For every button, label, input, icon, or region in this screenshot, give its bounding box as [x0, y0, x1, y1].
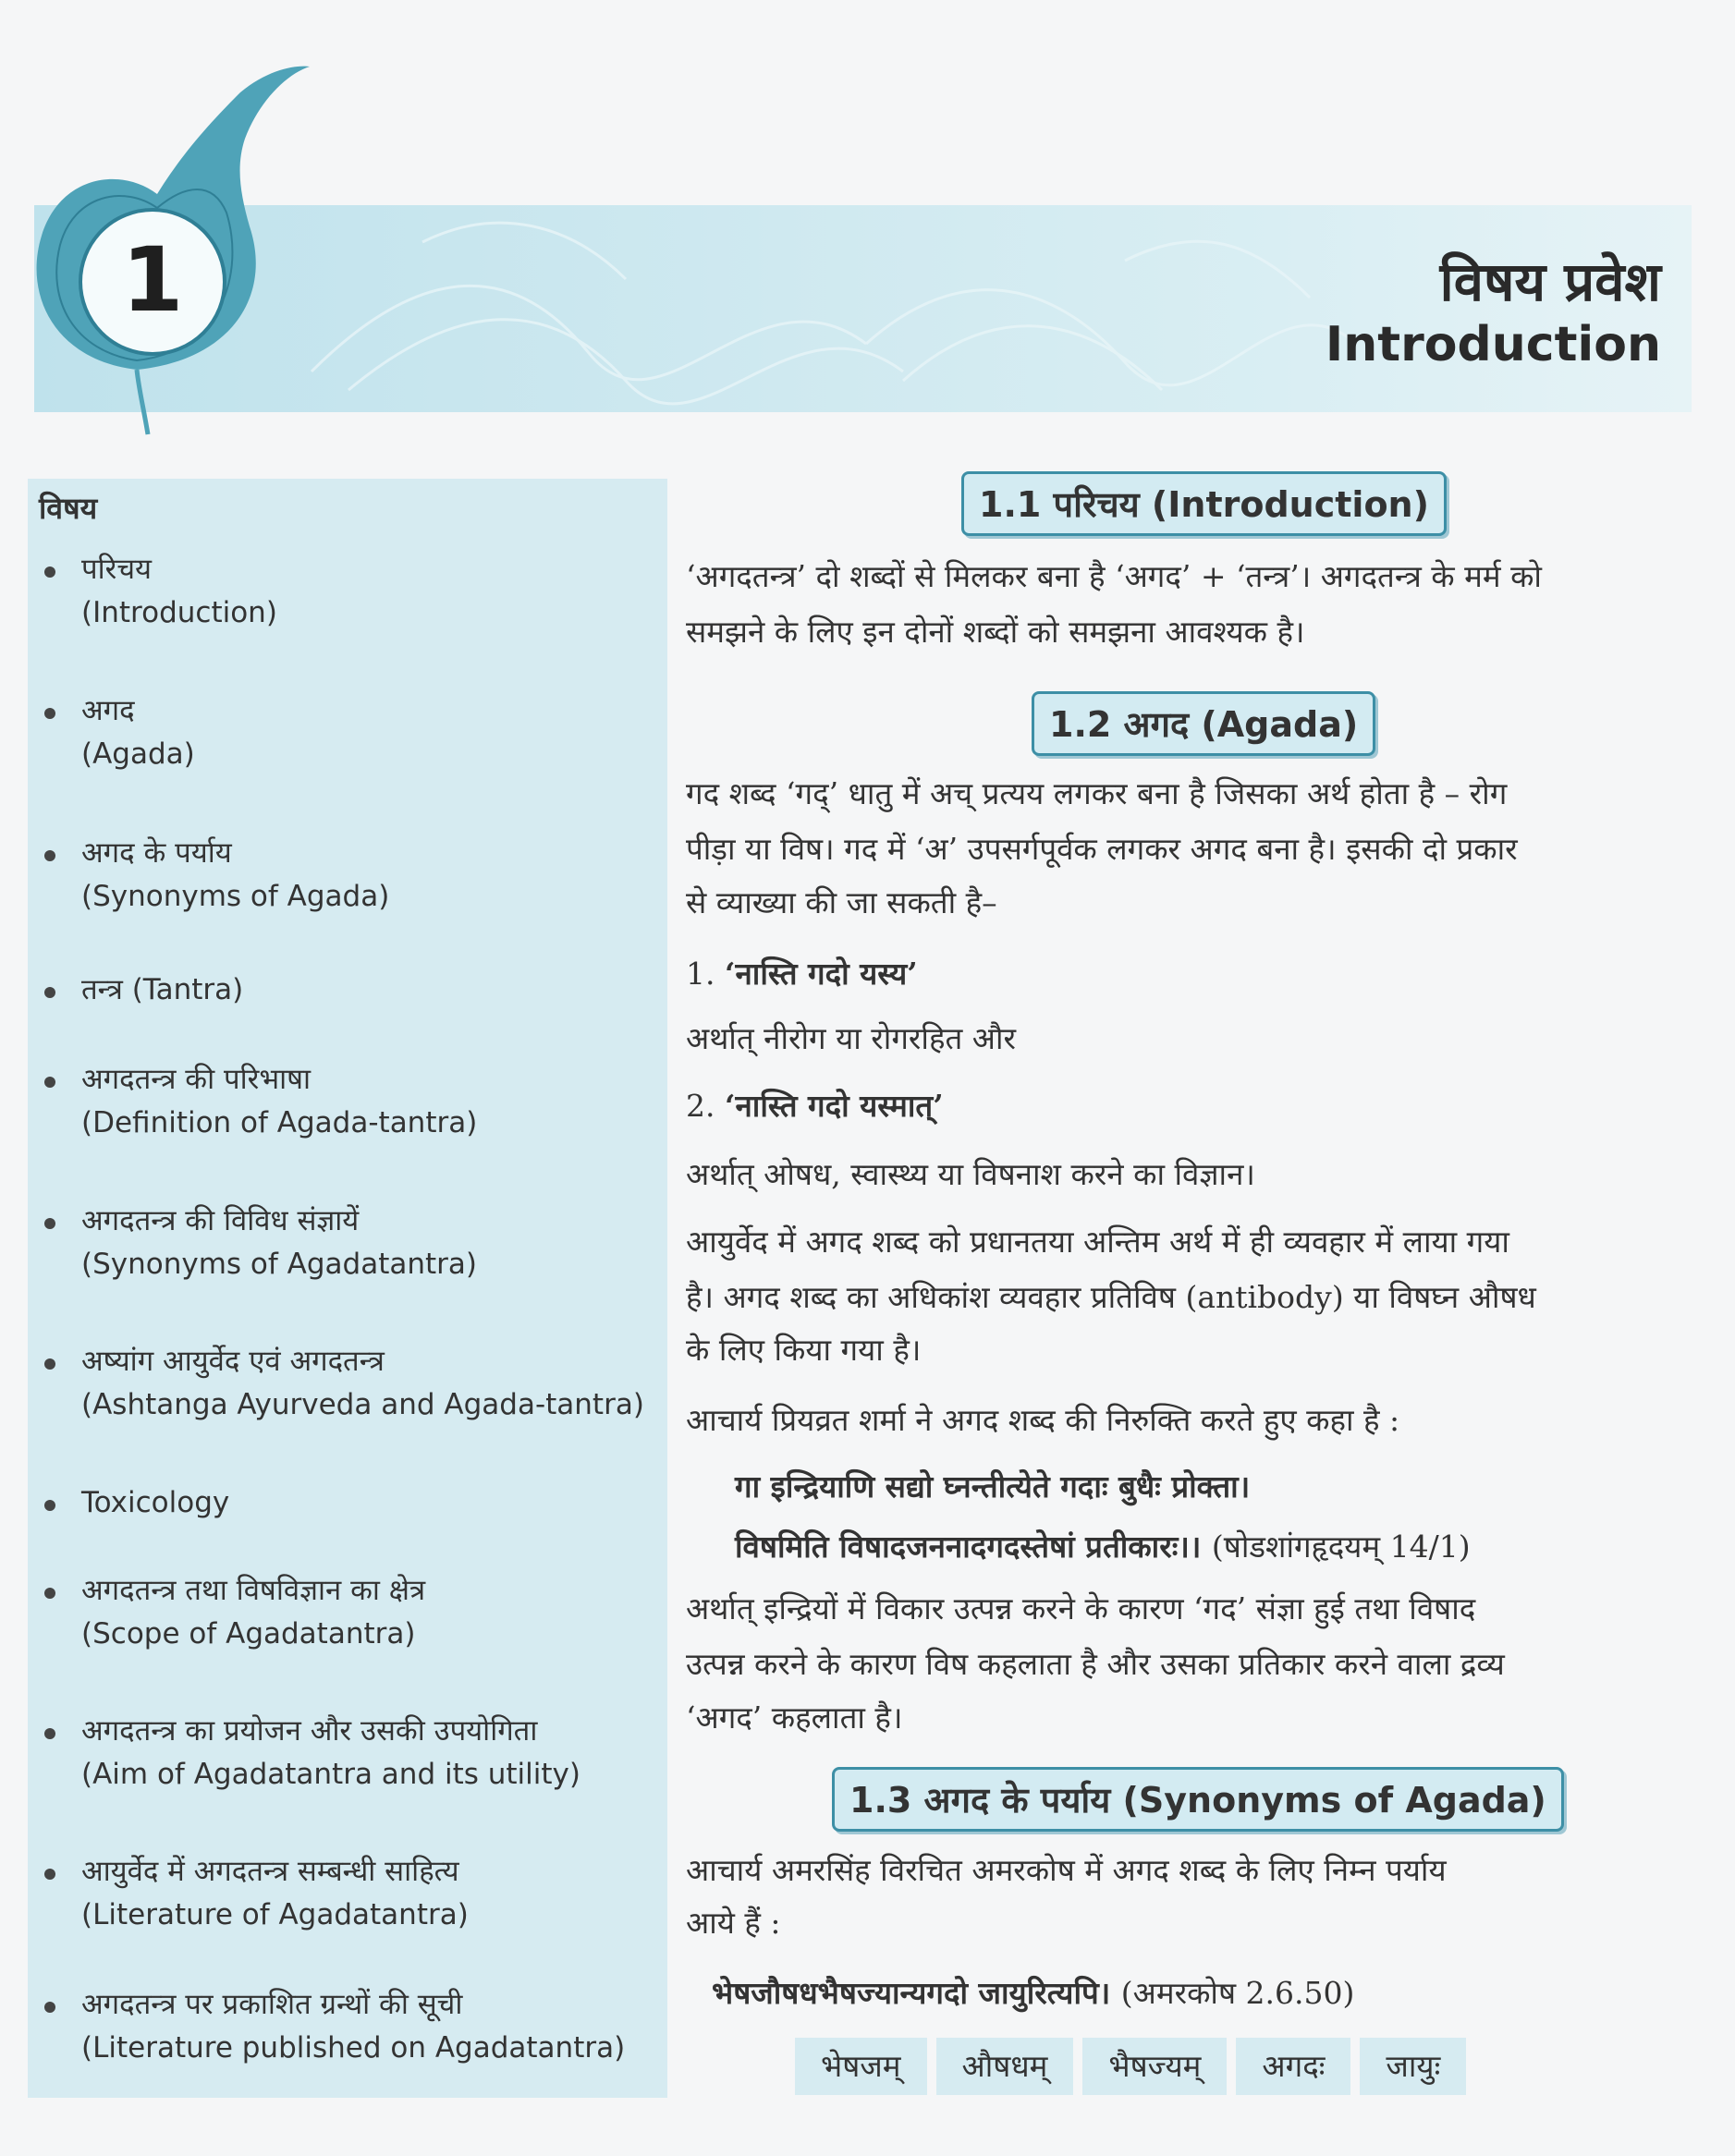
chapter-number: 1 [121, 228, 184, 332]
shloka-line: भेषजौषधभैषज्यान्यगदो जायुरित्यपि। (अमरकोष 2.6.50) [712, 1975, 1355, 2011]
bullet-icon [44, 987, 55, 998]
section-heading-1-3: 1.3 अगद के पर्याय (Synonyms of Agada) [832, 1767, 1564, 1832]
paragraph-line: आचार्य प्रियव्रत शर्मा ने अगद शब्द की निरुक्ति करते हुए कहा है : [686, 1402, 1400, 1438]
synonym-cell: भेषजम् [795, 2038, 927, 2095]
paragraph-line: के लिए किया गया है। [686, 1332, 922, 1368]
bullet-icon [44, 1218, 55, 1229]
paragraph-line: अर्थात् नीरोग या रोगरहित और [686, 1020, 1017, 1056]
paragraph-line: ‘अगद’ कहलाता है। [686, 1699, 903, 1736]
sidebar-item: परिचय (Introduction) [44, 548, 277, 635]
bullet-icon [44, 1500, 55, 1511]
contents-sidebar [28, 479, 667, 2098]
bullet-icon [44, 1588, 55, 1599]
numbered-item: 2. ‘नास्ति गदो यस्मात्’ [686, 1088, 944, 1124]
sidebar-item: अगद के पर्याय (Synonyms of Agada) [44, 832, 389, 919]
sidebar-item: अगदतन्त्र की परिभाषा (Definition of Agada-tantra) [44, 1058, 477, 1145]
bullet-icon [44, 566, 55, 578]
section-heading-1-1: 1.1 परिचय (Introduction) [961, 471, 1447, 536]
sidebar-item: आयुर्वेद में अगदतन्त्र सम्बन्धी साहित्य (Literature of Agadatantra) [44, 1850, 469, 1937]
sidebar-item: अगदतन्त्र की विविध संज्ञायें (Synonyms of Agadatantra) [44, 1200, 477, 1286]
bullet-icon [44, 708, 55, 719]
synonym-cell: जायुः [1360, 2038, 1466, 2095]
shloka-line: विषमिति विषादजननादगदस्तेषां प्रतीकारः।। (षोडशांगहृदयम् 14/1) [735, 1529, 1471, 1565]
sidebar-item: अगदतन्त्र का प्रयोजन और उसकी उपयोगिता (Aim of Agadatantra and its utility) [44, 1710, 580, 1797]
synonym-cell: भैषज्यम् [1082, 2038, 1227, 2095]
sidebar-item: अगद (Agada) [44, 689, 195, 776]
paragraph-line: है। अगद शब्द का अधिकांश व्यवहार प्रतिविष (antibody) या विषघ्न औषध [686, 1279, 1536, 1315]
shloka-line: गा इन्द्रियाणि सद्यो घ्नन्तीत्येते गदाः बुधैः प्रोक्ता। [735, 1468, 1251, 1504]
paragraph-line: समझने के लिए इन दोनों शब्दों को समझना आवश्यक है। [686, 614, 1305, 650]
bullet-icon [44, 2002, 55, 2013]
sidebar-heading: विषय [39, 491, 98, 526]
sidebar-item: अष्यांग आयुर्वेद एवं अगदतन्त्र (Ashtanga Ayurveda and Agada-tantra) [44, 1340, 644, 1427]
synonym-cell: अगदः [1236, 2038, 1350, 2095]
sidebar-item: Toxicology [44, 1481, 229, 1525]
sidebar-item: अगदतन्त्र तथा विषविज्ञान का क्षेत्र (Scope of Agadatantra) [44, 1569, 425, 1656]
bullet-icon [44, 850, 55, 861]
bullet-icon [44, 1077, 55, 1088]
chapter-title-english: Introduction [1325, 317, 1661, 372]
paragraph-line: ‘अगदतन्त्र’ दो शब्दों से मिलकर बना है ‘अगद’ + ‘तन्त्र’। अगदतन्त्र के मर्म को [686, 558, 1542, 594]
paragraph-line: उत्पन्न करने के कारण विष कहलाता है और उसका प्रतिकार करने वाला द्रव्य [686, 1646, 1505, 1682]
bullet-icon [44, 1869, 55, 1880]
section-heading-1-2: 1.2 अगद (Agada) [1032, 691, 1375, 756]
paragraph-line: आचार्य अमरसिंह विरचित अमरकोष में अगद शब्द के लिए निम्न पर्याय [686, 1852, 1447, 1888]
paragraph-line: से व्याख्या की जा सकती है– [686, 884, 997, 920]
sidebar-item: तन्त्र (Tantra) [44, 968, 243, 1012]
paragraph-line: पीड़ा या विष। गद में ‘अ’ उपसर्गपूर्वक लगकर अगद बना है। इसकी दो प्रकार [686, 831, 1518, 867]
chapter-title [1326, 250, 1661, 375]
chapter-title-hindi: विषय प्रवेश [1439, 250, 1661, 313]
numbered-item: 1. ‘नास्ति गदो यस्य’ [686, 956, 918, 992]
bullet-icon [44, 1728, 55, 1739]
sidebar-item: अगदतन्त्र पर प्रकाशित ग्रन्थों की सूची (Literature published on Agadatantra) [44, 1983, 625, 2070]
paragraph-line: अर्थात् इन्द्रियों में विकार उत्पन्न करने के कारण ‘गद’ संज्ञा हुई तथा विषाद [686, 1590, 1476, 1626]
paragraph-line: आयुर्वेद में अगद शब्द को प्रधानतया अन्तिम अर्थ में ही व्यवहार में लाया गया [686, 1224, 1509, 1260]
synonyms-row [795, 2038, 1475, 2095]
bullet-icon [44, 1358, 55, 1370]
paragraph-line: आये हैं : [686, 1905, 781, 1941]
paragraph-line: गद शब्द ‘गद्’ धातु में अच् प्रत्यय लगकर बना है जिसका अर्थ होता है – रोग [686, 775, 1508, 811]
synonym-cell: औषधम् [936, 2038, 1074, 2095]
paragraph-line: अर्थात् ओषध, स्वास्थ्य या विषनाश करने का विज्ञान। [686, 1156, 1255, 1192]
